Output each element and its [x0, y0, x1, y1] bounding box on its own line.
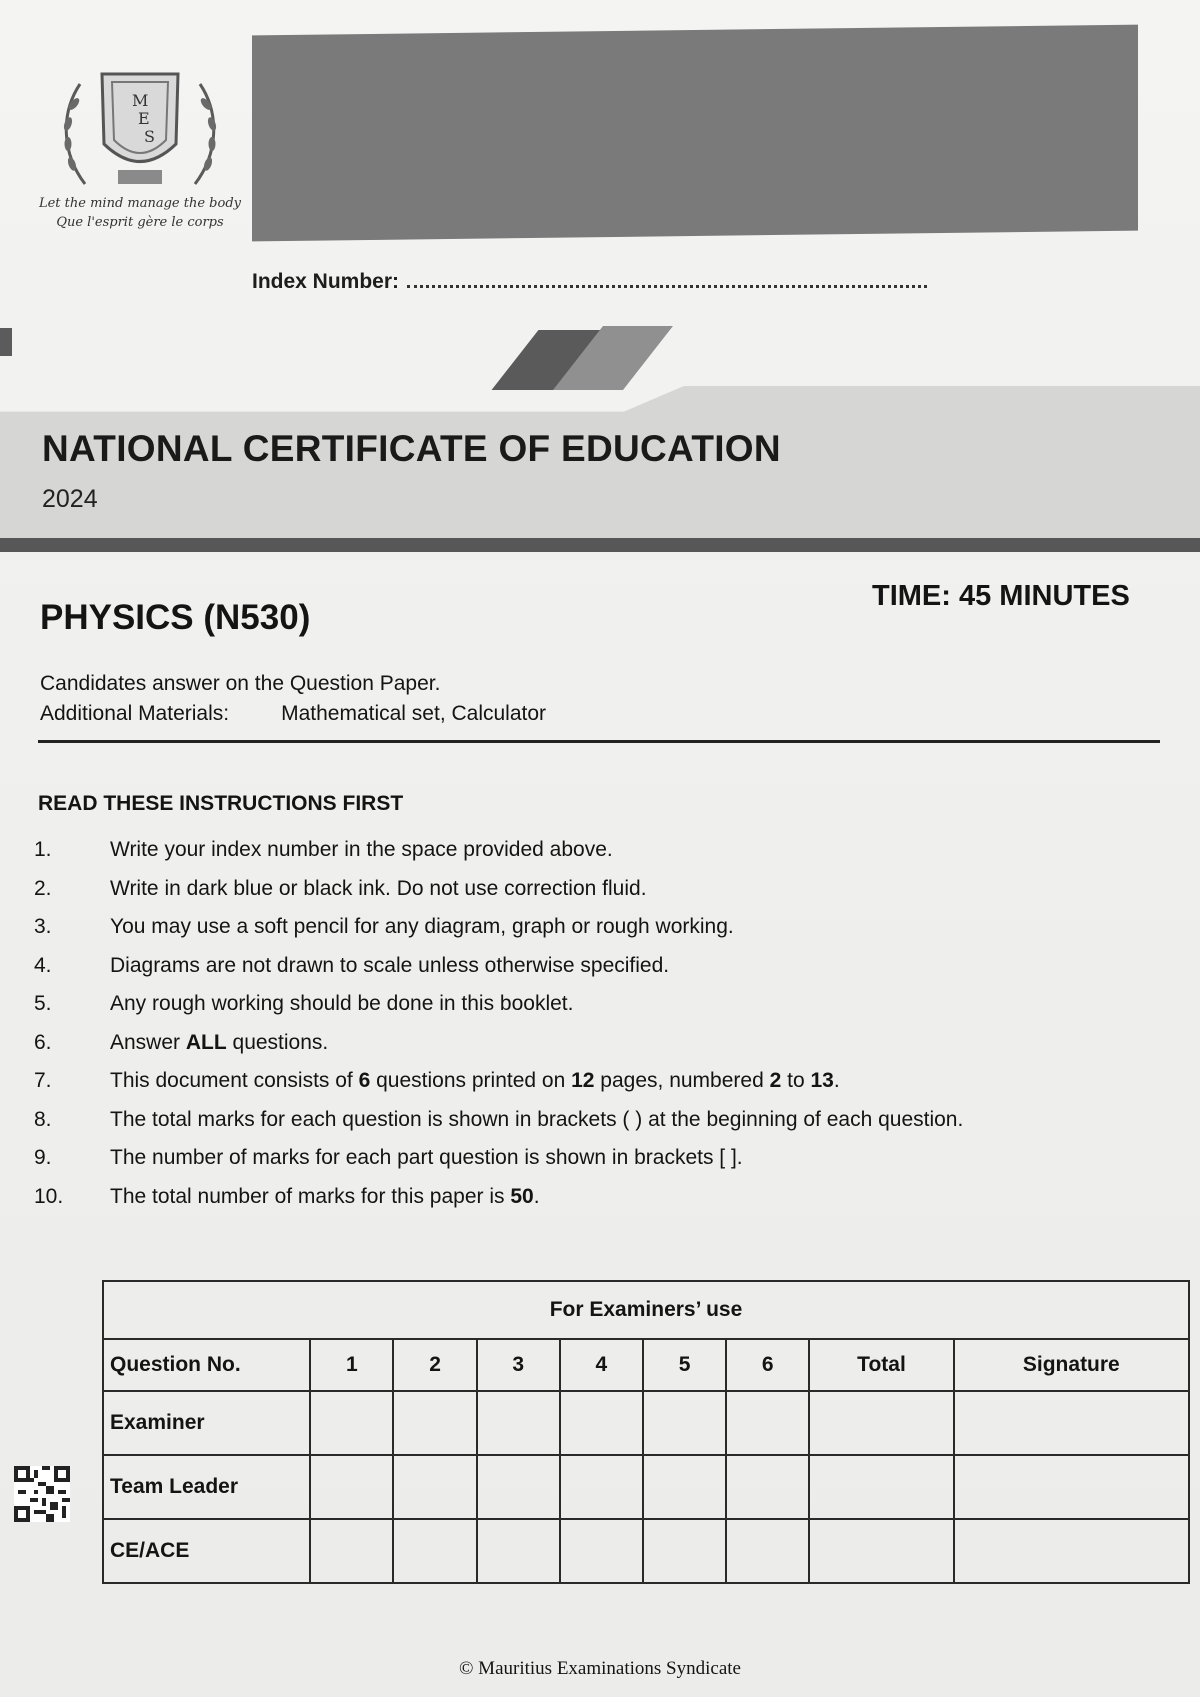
- qr-code-icon: [14, 1466, 70, 1522]
- instruction-item: [34, 1108, 1154, 1147]
- index-number-row: [252, 270, 927, 294]
- examiners-table-header-row: [103, 1339, 1189, 1391]
- mark-entry-cell[interactable]: [310, 1455, 393, 1519]
- page-edge-marker: [0, 328, 12, 356]
- mark-entry-cell[interactable]: [954, 1519, 1189, 1583]
- mark-entry-cell[interactable]: [393, 1455, 476, 1519]
- instruction-number: 7.: [34, 1069, 52, 1092]
- exam-year: 2024: [42, 485, 98, 513]
- mark-entry-cell[interactable]: [560, 1455, 643, 1519]
- crest-letter: M: [132, 91, 149, 110]
- instruction-number: 2.: [34, 876, 52, 900]
- index-number-label: Index Number:: [252, 270, 400, 293]
- instruction-number: 6.: [34, 1030, 52, 1054]
- mark-entry-cell[interactable]: [560, 1519, 643, 1583]
- mark-entry-cell[interactable]: [643, 1519, 726, 1583]
- table-header-cell: 1: [310, 1339, 393, 1391]
- mark-entry-cell[interactable]: [477, 1519, 560, 1583]
- instruction-text: The total number of marks for this paper is 50.: [110, 1184, 540, 1208]
- mark-entry-cell[interactable]: [954, 1455, 1189, 1519]
- instruction-text: Diagrams are not drawn to scale unless otherwise specified.: [110, 953, 670, 977]
- instruction-text: The total marks for each question is shown in brackets ( ) at the beginning of each question.: [110, 1107, 964, 1131]
- instruction-number: 9.: [34, 1146, 52, 1169]
- additional-materials: [40, 702, 546, 726]
- section-divider: [38, 740, 1160, 743]
- mark-entry-cell[interactable]: [393, 1391, 476, 1455]
- table-header-cell: 3: [477, 1339, 560, 1391]
- instructions-heading: READ THESE INSTRUCTIONS FIRST: [38, 792, 404, 815]
- instruction-item: [34, 915, 1154, 954]
- school-motto: [30, 194, 250, 232]
- title-underline-bar: [0, 538, 1200, 552]
- copyright-footer: © Mauritius Examinations Syndicate: [459, 1658, 741, 1679]
- materials-label: Additional Materials:: [40, 702, 230, 725]
- instruction-text: Write your index number in the space provided above.: [110, 838, 613, 861]
- table-row-label: Examiner: [103, 1391, 310, 1455]
- instruction-text: Write in dark blue or black ink. Do not use correction fluid.: [110, 876, 647, 900]
- motto-line-french: Que l'esprit gère le corps: [56, 215, 224, 230]
- examiners-table-caption: For Examiners’ use: [103, 1281, 1189, 1339]
- instruction-item: [34, 1031, 1154, 1070]
- crest-letter: S: [144, 127, 155, 146]
- table-row-label: CE/ACE: [103, 1519, 310, 1583]
- instructions-list: [34, 838, 1154, 1223]
- examiners-use-table: [102, 1280, 1190, 1584]
- instruction-text: You may use a soft pencil for any diagram, graph or rough working.: [110, 915, 734, 938]
- mark-entry-cell[interactable]: [477, 1455, 560, 1519]
- instruction-item: [34, 838, 1154, 877]
- table-row-label: Team Leader: [103, 1455, 310, 1519]
- table-header-cell: 2: [393, 1339, 476, 1391]
- mark-entry-cell[interactable]: [726, 1455, 809, 1519]
- table-header-cell: Total: [809, 1339, 953, 1391]
- mark-entry-cell[interactable]: [560, 1391, 643, 1455]
- instruction-item: [34, 992, 1154, 1031]
- mark-entry-cell[interactable]: [643, 1455, 726, 1519]
- materials-value: Mathematical set, Calculator: [281, 702, 547, 725]
- instruction-number: 5.: [34, 992, 52, 1015]
- instruction-text: This document consists of 6 questions printed on 12 pages, numbered 2 to 13.: [110, 1069, 840, 1092]
- mark-entry-cell[interactable]: [726, 1519, 809, 1583]
- instruction-number: 1.: [34, 838, 52, 861]
- instruction-number: 10.: [34, 1184, 64, 1208]
- table-header-cell: Signature: [954, 1339, 1189, 1391]
- crest-letter: E: [138, 109, 150, 128]
- mark-entry-cell[interactable]: [393, 1519, 476, 1583]
- mark-entry-cell[interactable]: [310, 1391, 393, 1455]
- motto-line-english: Let the mind manage the body: [38, 196, 241, 211]
- instruction-text: Answer ALL questions.: [110, 1030, 329, 1054]
- instruction-text: The number of marks for each part question is shown in brackets [ ].: [110, 1146, 743, 1169]
- mark-entry-cell[interactable]: [477, 1391, 560, 1455]
- exam-title: NATIONAL CERTIFICATE OF EDUCATION: [42, 428, 781, 469]
- subject-name: PHYSICS (N530): [40, 598, 311, 637]
- instruction-number: 8.: [34, 1107, 52, 1131]
- index-number-field[interactable]: [407, 271, 927, 288]
- mark-entry-cell[interactable]: [809, 1519, 953, 1583]
- mark-entry-cell[interactable]: [643, 1391, 726, 1455]
- instruction-item: [34, 1185, 1154, 1224]
- table-header-cell: Question No.: [103, 1339, 310, 1391]
- mark-entry-cell[interactable]: [954, 1391, 1189, 1455]
- instruction-number: 4.: [34, 953, 52, 977]
- mark-entry-cell[interactable]: [809, 1455, 953, 1519]
- mark-entry-cell[interactable]: [809, 1391, 953, 1455]
- instruction-item: [34, 1069, 1154, 1108]
- mark-entry-cell[interactable]: [310, 1519, 393, 1583]
- instruction-text: Any rough working should be done in this booklet.: [110, 992, 574, 1015]
- mark-entry-cell[interactable]: [726, 1391, 809, 1455]
- table-row: [103, 1519, 1189, 1583]
- table-row: [103, 1391, 1189, 1455]
- table-header-cell: 6: [726, 1339, 809, 1391]
- instruction-number: 3.: [34, 915, 52, 938]
- instruction-item: [34, 877, 1154, 916]
- candidates-note: Candidates answer on the Question Paper.: [40, 672, 441, 695]
- table-header-cell: 5: [643, 1339, 726, 1391]
- time-allowed: TIME: 45 MINUTES: [872, 580, 1130, 612]
- instruction-item: [34, 954, 1154, 993]
- table-row: [103, 1455, 1189, 1519]
- table-header-cell: 4: [560, 1339, 643, 1391]
- header-grey-band: [252, 25, 1138, 242]
- instruction-item: [34, 1146, 1154, 1185]
